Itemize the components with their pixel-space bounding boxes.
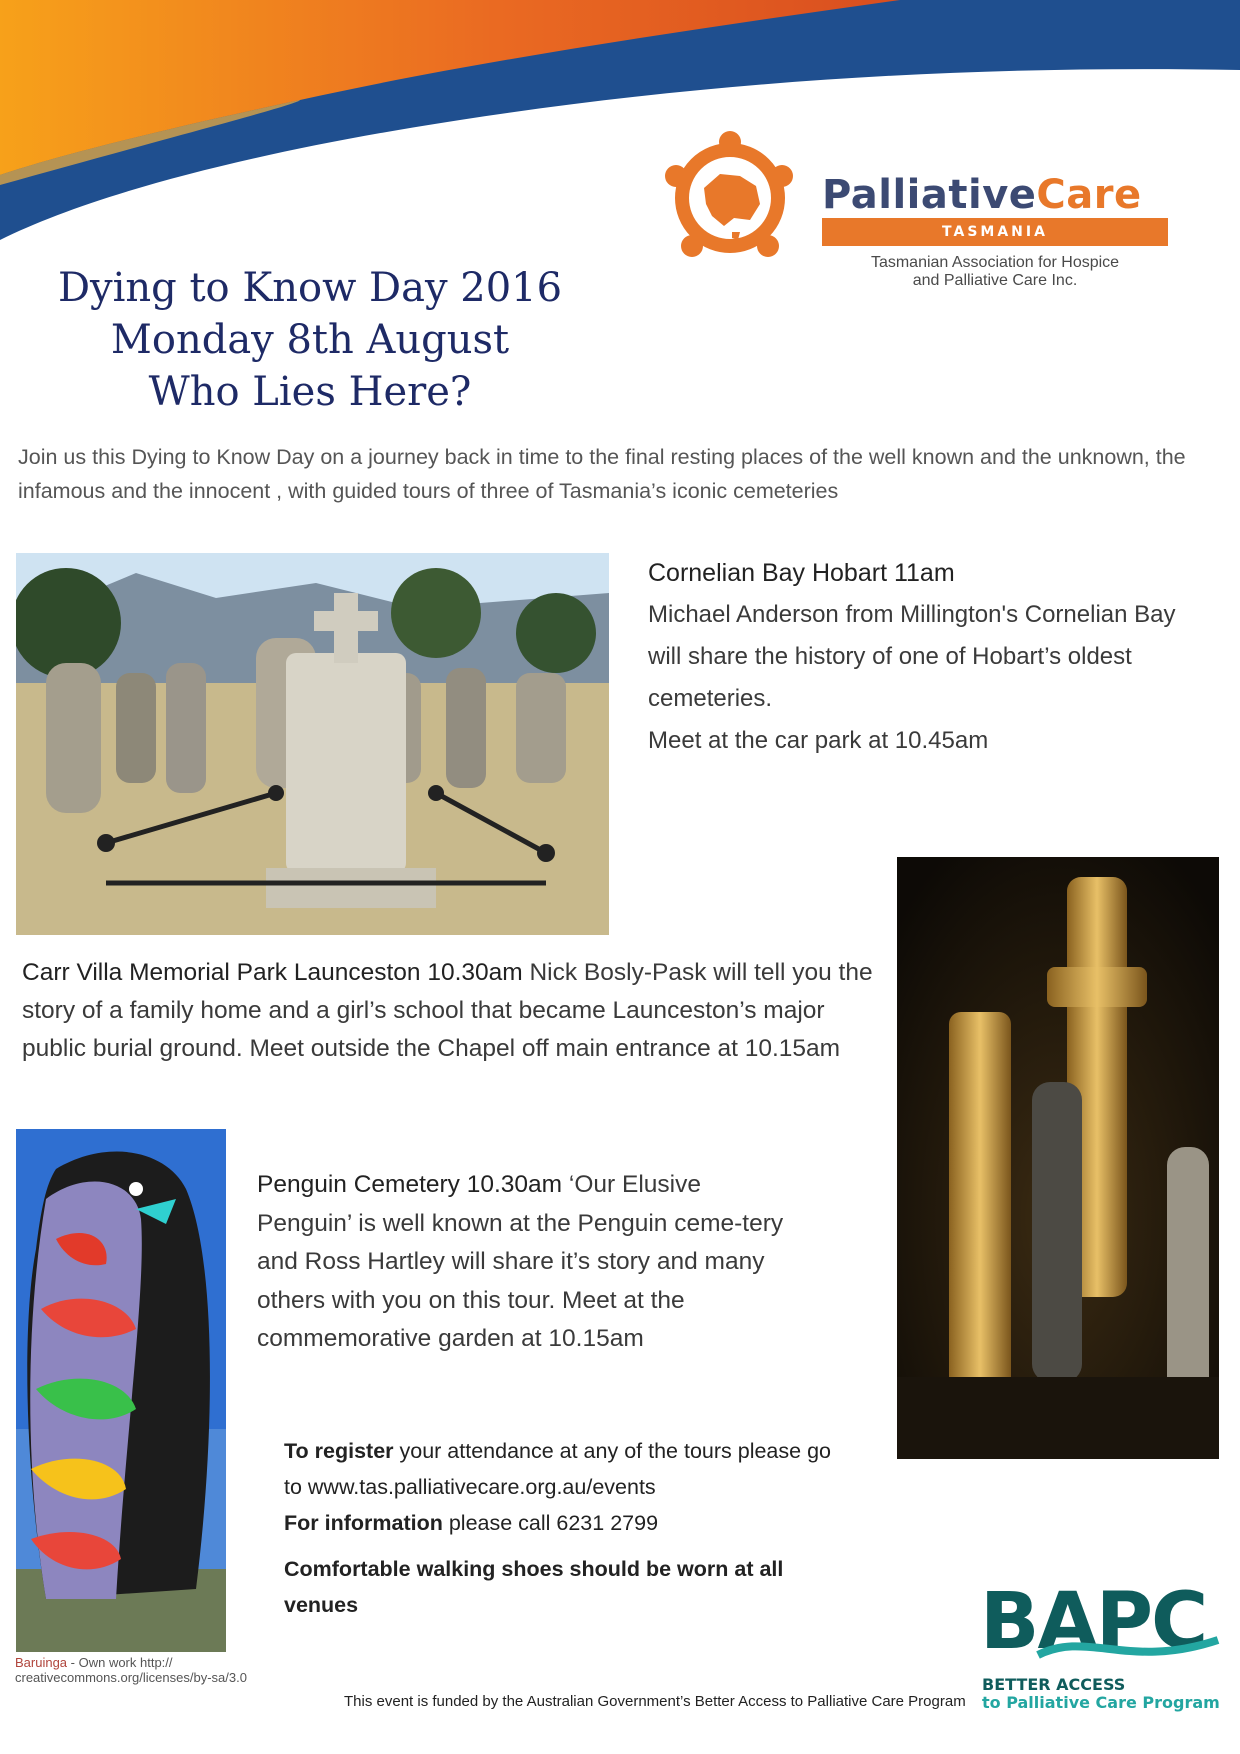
register-text: your attendance at any of the tours please go to www.tas.palliativecare.org.au/events [284,1439,831,1499]
tour-launceston-heading: Carr Villa Memorial Park Launceston 10.30am [22,959,523,986]
bapc-logo [978,1577,1228,1715]
credit-author: Baruinga [15,1655,68,1670]
title-line2: Monday 8th August [110,317,510,363]
intro-text: Join us this Dying to Know Day on a journey back in time to the final resting places of the well known and the unknown, the infamous and the innocent , with guided tours of three of Tasmania’s iconic cemeteries [18,445,1186,503]
logo-subtitle-line2: and Palliative Care Inc. [912,272,1078,289]
painted-penguin-photo [16,1129,226,1652]
carr-villa-headstones-photo [897,857,1219,1459]
tour-hobart [648,552,1208,762]
tour-penguin-body: ‘Our Elusive Penguin’ is well known at the Penguin ceme-tery and Ross Hartley will share it’s story and many others with you on this tour. Meet at the commemorative garden at 10.15am [257,1171,784,1352]
tour-penguin-heading: Penguin Cemetery 10.30am [257,1171,563,1198]
logo-word-palliative: Palliative [822,172,1037,218]
palliative-care-logo [660,128,1180,298]
people-circle-icon [660,128,800,268]
bapc-wave-icon [978,1625,1228,1675]
funding-note: This event is funded by the Australian Government’s Better Access to Palliative Care Program [344,1693,966,1710]
information-text: please call 6231 2799 [442,1511,659,1535]
information-bold: For information [284,1511,443,1535]
photo-credit [15,1655,247,1685]
bapc-line2: to Palliative Care Program [982,1693,1220,1712]
bapc-acronym: BAPC [980,1577,1207,1667]
tour-hobart-heading: Cornelian Bay Hobart 11am [648,559,955,587]
tour-penguin [257,1166,797,1359]
credit-line1: - Own work http:// [67,1655,173,1670]
logo-subtitle-line1: Tasmanian Association for Hospice [870,254,1120,271]
register-line [284,1433,844,1505]
page-title [30,262,590,418]
register-bold: To register [284,1439,394,1463]
shoes-note: Comfortable walking shoes should be worn at all venues [284,1557,784,1617]
logo-word-care: Care [1036,172,1142,218]
logo-subtitle [822,254,1168,290]
logo-region-bar: TASMANIA [822,218,1168,246]
cornelian-bay-cemetery-photo [16,553,609,935]
tour-hobart-meet: Meet at the car park at 10.45am [648,727,989,754]
tour-launceston-body: Nick Bosly-Pask will tell you the story of a family home and a girl’s school that became Launceston’s major public burial ground. Meet outside the Chapel off main entrance at 10.15am [22,959,873,1062]
bapc-line1: BETTER ACCESS [982,1675,1126,1694]
credit-line2: creativecommons.org/licenses/by-sa/3.0 [15,1670,247,1685]
logo-wordmark [822,172,1142,218]
title-line1: Dying to Know Day 2016 [57,265,563,311]
registration-info [284,1433,844,1623]
tour-launceston [22,954,892,1068]
tour-hobart-body: Michael Anderson from Millington's Cornelian Bay will share the history of one of Hobart’s oldest cemeteries. [648,601,1176,712]
information-line [284,1505,844,1541]
title-line3: Who Lies Here? [148,369,472,415]
